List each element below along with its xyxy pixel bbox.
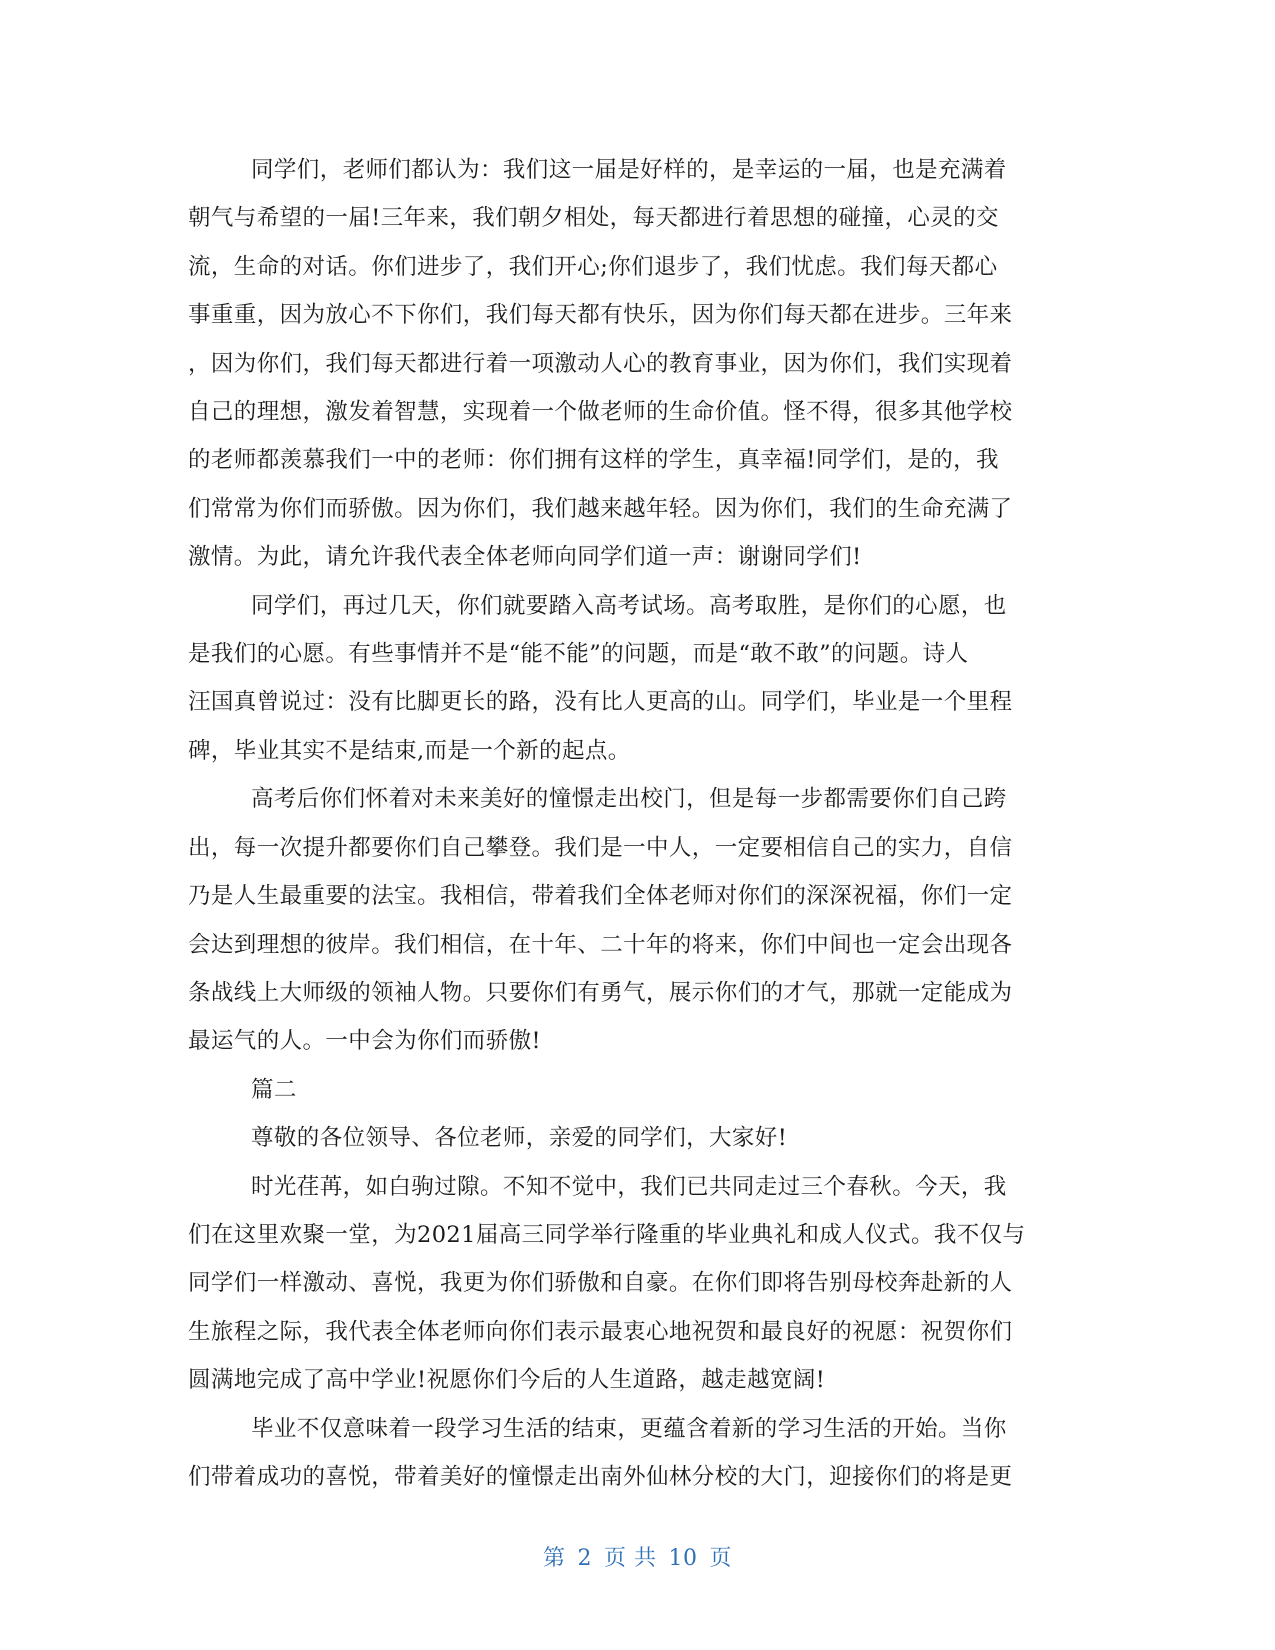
text-line: 毕业不仅意味着一段学习生活的结束，更蕴含着新的学习生活的开始。当你 <box>251 1415 1007 1442</box>
text-line: 朝气与希望的一届!三年来，我们朝夕相处，每天都进行着思想的碰撞，心灵的交 <box>188 205 999 232</box>
text-line: 篇二 <box>251 1076 297 1103</box>
text-line: 事重重，因为放心不下你们，我们每天都有快乐，因为你们每天都在进步。三年来 <box>188 302 1013 329</box>
text-line: 会达到理想的彼岸。我们相信，在十年、二十年的将来，你们中间也一定会出现各 <box>188 931 1013 958</box>
footer-page-number: 2 <box>577 1546 592 1571</box>
text-line: 汪国真曾说过：没有比脚更长的路，没有比人更高的山。同学们，毕业是一个里程 <box>188 689 1013 716</box>
text-line: 出，每一次提升都要你们自己攀登。我们是一中人，一定要相信自己的实力，自信 <box>188 834 1013 861</box>
text-line: ，因为你们，我们每天都进行着一项激动人心的教育事业，因为你们，我们实现着 <box>188 350 1013 377</box>
text-line: 是我们的心愿。有些事情并不是“能不能”的问题，而是“敢不敢”的问题。诗人 <box>188 641 969 668</box>
text-line: 激情。为此，请允许我代表全体老师向同学们道一声：谢谢同学们! <box>188 544 862 571</box>
text-line: 们带着成功的喜悦，带着美好的憧憬走出南外仙林分校的大门，迎接你们的将是更 <box>188 1463 1013 1490</box>
text-line: 高考后你们怀着对未来美好的憧憬走出校门，但是每一步都需要你们自己跨 <box>251 786 1007 813</box>
paragraph <box>188 146 1093 582</box>
paragraph <box>188 582 1093 776</box>
text-line: 流，生命的对话。你们进步了，我们开心;你们退步了，我们忧虑。我们每天都心 <box>188 253 998 280</box>
footer-page-total: 10 <box>668 1546 698 1571</box>
text-line: 同学们，再过几天，你们就要踏入高考试场。高考取胜，是你们的心愿，也 <box>251 592 1007 619</box>
paragraph <box>188 1163 1093 1405</box>
document-body <box>188 146 1093 1501</box>
text-line: 自己的理想，激发着智慧，实现着一个做老师的生命价值。怪不得，很多其他学校 <box>188 399 1013 426</box>
text-line: 的老师都羡慕我们一中的老师：你们拥有这样的学生，真幸福!同学们，是的，我 <box>188 447 999 474</box>
text-line: 们在这里欢聚一堂，为2021届高三同学举行隆重的毕业典礼和成人仪式。我不仅与 <box>188 1221 1026 1248</box>
text-line: 圆满地完成了高中学业!祝愿你们今后的人生道路，越走越宽阔! <box>188 1367 826 1394</box>
page-footer <box>0 1541 1275 1572</box>
paragraph <box>188 775 1093 1065</box>
text-line: 同学们，老师们都认为：我们这一届是好样的，是幸运的一届，也是充满着 <box>251 157 1007 183</box>
footer-suffix: 页 <box>709 1546 733 1571</box>
footer-middle: 页 共 <box>604 1546 657 1571</box>
footer-prefix: 第 <box>542 1546 566 1571</box>
text-line: 尊敬的各位领导、各位老师，亲爱的同学们，大家好! <box>251 1125 788 1152</box>
section-heading <box>188 1066 1093 1114</box>
text-line: 同学们一样激动、喜悦，我更为你们骄傲和自豪。在你们即将告别母校奔赴新的人 <box>188 1270 1013 1297</box>
text-line: 最运气的人。一中会为你们而骄傲! <box>188 1028 541 1055</box>
text-line: 时光荏苒，如白驹过隙。不知不觉中，我们已共同走过三个春秋。今天，我 <box>251 1173 1007 1200</box>
text-line: 条战线上大师级的领袖人物。只要你们有勇气，展示你们的才气，那就一定能成为 <box>188 979 1013 1006</box>
text-line: 生旅程之际，我代表全体老师向你们表示最衷心地祝贺和最良好的祝愿：祝贺你们 <box>188 1318 1013 1345</box>
text-line: 碑，毕业其实不是结束,而是一个新的起点。 <box>188 737 631 764</box>
text-line: 乃是人生最重要的法宝。我相信，带着我们全体老师对你们的深深祝福，你们一定 <box>188 883 1013 910</box>
salutation <box>188 1114 1093 1162</box>
text-line: 们常常为你们而骄傲。因为你们，我们越来越年轻。因为你们，我们的生命充满了 <box>188 495 1013 522</box>
paragraph <box>188 1405 1093 1502</box>
